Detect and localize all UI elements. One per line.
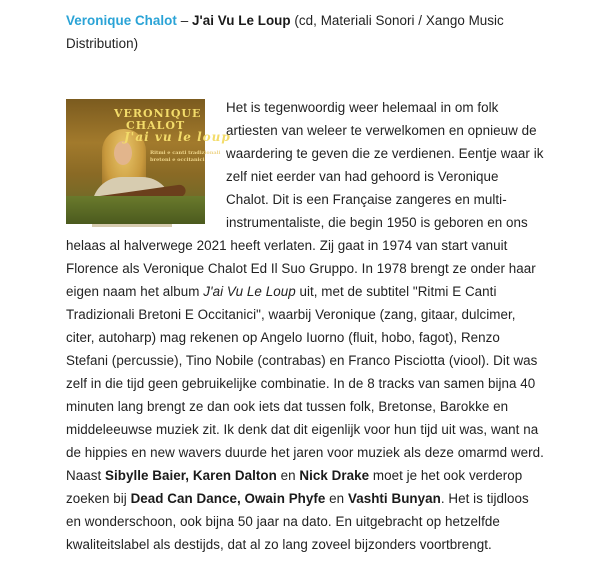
body-part2: uit, met de subtitel "Ritmi E Canti Tradizionali Bretoni E Occitanici", waarbij Veronique (zang, gitaar, dulcimer, citer, autoharp) mag rekenen op Angelo Iuorno (fluit, hobo, fagot), Renzo Stefani (percussie), Tino Nobile (contrabas) en Franco Pisciotta (viool). Dit was zelf in die tijd geen gebruikelijke combinatie. In de 8 tracks van samen bijna 40 minuten lang brengt ze dan ook iets dat tussen folk, Bretonse, Barokke en middeleeuwse muziek zit. Ik denk dat dit eigenlijk voor hun tijd uit was, want na de hippies en new wavers duurde het jaren voor muziek als deze omarmd werd. Naast — [66, 284, 544, 483]
body-part3: . Het is tijdloos en wonderschoon, ook bijna 50 jaar na dato. En uitgebracht op hetzelfde kwaliteitslabel als destijds, dat al zo lang zoveel bijzonders voortbrengt. — [66, 491, 529, 552]
cover-text-line5: bretoni e occitanici — [150, 157, 205, 163]
title-separator: – — [176, 13, 192, 28]
related-artist-nick-drake: Nick Drake — [299, 468, 370, 483]
body-part1: Het is tegenwoordig weer helemaal in om folk artiesten van weleer te verwelkomen en opnieuw de waardering te geven die ze verdienen. Eentje waar ik zelf niet eerder van had gehoord is Veronique Chalot. Dit is een Française zangeres en multi-instrumentaliste, die begin 1950 is geboren en ons helaas al halverwege 2021 heeft verlaten. Zij gaat in 1974 van start vanuit Florence als Veronique Chalot Ed Il Suo Gruppo. In 1978 brengt ze onder haar eigen naam het album — [66, 100, 544, 299]
related-artist-vashti-bunyan: Vashti Bunyan — [347, 491, 441, 506]
cover-grass — [66, 196, 205, 224]
body-text-sep3: moet je het ook verderop zoeken bij — [66, 468, 523, 506]
album-reference: J'ai Vu Le Loup — [203, 284, 296, 299]
cover-text-line1: VERONIQUE — [114, 107, 202, 120]
cover-text-line3: J'ai vu le loup — [124, 130, 231, 144]
album-details: (cd, Materiali Sonori / Xango Music Distribution) — [66, 13, 504, 51]
album-cover-image — [66, 99, 231, 224]
article-title — [66, 9, 544, 55]
artist-name: Veronique Chalot — [66, 13, 177, 28]
cover-text-line2: CHALOT — [126, 119, 186, 132]
body-text-sep2: en — [276, 468, 300, 483]
related-artist-dead-can-dance-owain-phyfe: Dead Can Dance, Owain Phyfe — [130, 491, 326, 506]
album-title: J'ai Vu Le Loup — [191, 13, 291, 28]
article — [66, 9, 544, 556]
related-artist-sibylle-baier: Sibylle Baier, — [105, 468, 190, 483]
related-artist-karen-dalton: Karen Dalton — [192, 468, 277, 483]
cover-text-line4: Ritmi e canti tradizionali — [150, 150, 221, 156]
body-text-sep4: en — [325, 491, 348, 506]
